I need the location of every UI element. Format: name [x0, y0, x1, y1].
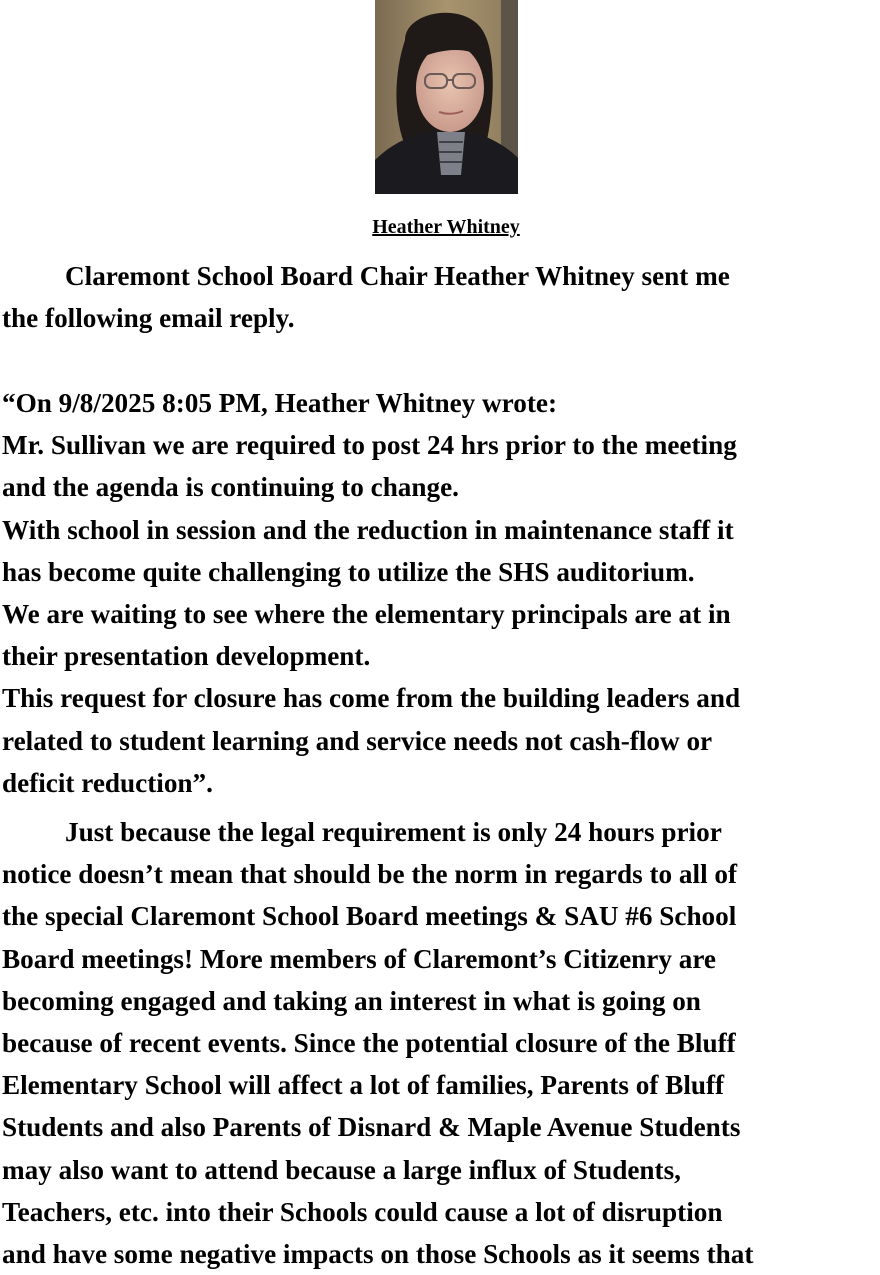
quote-line: has become quite challenging to utilize the SHS auditorium.: [2, 556, 695, 587]
quote-line: and the agenda is continuing to change.: [2, 472, 459, 503]
quote-line: “On 9/8/2025 8:05 PM, Heather Whitney wrote:: [2, 388, 558, 418]
body-paragraph: [2, 811, 880, 1275]
quote-line: We are waiting to see where the elementary principals are at in: [2, 598, 731, 629]
intro-paragraph: [2, 255, 880, 339]
body-line: the special Claremont School Board meetings & SAU #6 School: [2, 901, 737, 932]
quote-line: With school in session and the reduction in maintenance staff it: [2, 514, 734, 545]
quote-line: This request for closure has come from the building leaders and: [2, 683, 741, 714]
body-line: notice doesn’t mean that should be the norm in regards to all of: [2, 859, 738, 890]
body-line: Teachers, etc. into their Schools could cause a lot of disruption: [2, 1196, 723, 1227]
intro-line: Claremont School Board Chair Heather Whitney sent me: [65, 261, 730, 291]
body-line: Students and also Parents of Disnard & Maple Avenue Students: [2, 1112, 741, 1143]
email-quote: [2, 382, 880, 804]
body-line: Just because the legal requirement is only 24 hours prior: [65, 817, 722, 847]
photo-caption: Heather Whitney: [372, 216, 520, 238]
body-line: because of recent events. Since the potential closure of the Bluff: [2, 1027, 736, 1058]
portrait-image: [375, 0, 518, 194]
body-line: becoming engaged and taking an interest in what is going on: [2, 985, 701, 1016]
body-line: and have some negative impacts on those Schools as it seems that: [2, 1238, 754, 1269]
intro-line: the following email reply.: [2, 303, 295, 334]
quote-line: their presentation development.: [2, 641, 371, 672]
quote-line: Mr. Sullivan we are required to post 24 hrs prior to the meeting: [2, 430, 737, 461]
body-line: Board meetings! More members of Claremont’s Citizenry are: [2, 943, 716, 974]
quote-line: deficit reduction”.: [2, 767, 213, 798]
body-line: Elementary School will affect a lot of families, Parents of Bluff: [2, 1070, 725, 1101]
body-line: may also want to attend because a large influx of Students,: [2, 1154, 681, 1185]
quote-line: related to student learning and service needs not cash-flow or: [2, 725, 713, 756]
portrait-photo: [375, 0, 518, 194]
